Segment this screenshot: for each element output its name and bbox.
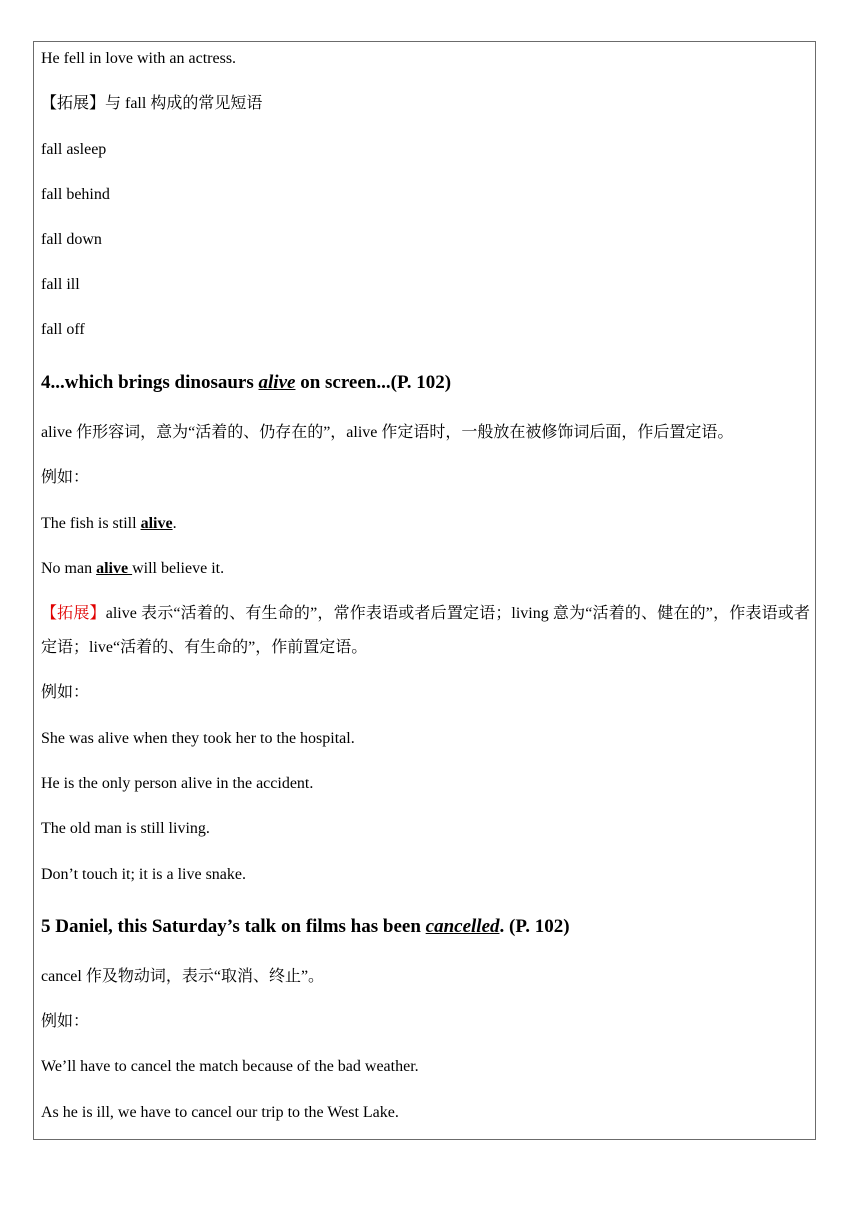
phrase-item: fall ill	[41, 276, 80, 293]
explanation-text: cancel 作及物动词，表示“取消、终止”。	[41, 968, 325, 985]
example-sentence: The old man is still living.	[41, 820, 210, 837]
explanation-text: alive 作形容词，意为“活着的、仍存在的”，alive 作定语时，一般放在被修饰词后面，作后置定语。	[41, 424, 734, 441]
example-sentence: We’ll have to cancel the match because of the bad weather.	[41, 1058, 419, 1075]
example-sentence: He fell in love with an actress.	[41, 50, 237, 67]
example-label: 例如：	[41, 684, 90, 701]
example-sentence: No man alive will believe it.	[41, 560, 225, 577]
example-sentence: The fish is still alive.	[41, 515, 177, 532]
phrase-item: fall asleep	[41, 141, 107, 158]
keyword-alive: alive	[96, 560, 133, 577]
section-5-heading: 5 Daniel, this Saturday’s talk on films has been cancelled. (P. 102)	[41, 916, 570, 937]
example-sentence: Don’t touch it; it is a live snake.	[41, 866, 247, 883]
phrase-item: fall behind	[41, 186, 110, 203]
example-sentence: She was alive when they took her to the hospital.	[41, 730, 355, 747]
keyword-cancelled: cancelled	[425, 916, 500, 937]
extension-note: 【拓展】与 fall 构成的常见短语	[41, 95, 263, 112]
keyword-alive: alive	[140, 515, 173, 532]
example-label: 例如：	[41, 1013, 90, 1030]
section-4-heading: 4...which brings dinosaurs alive on screen...(P. 102)	[41, 372, 452, 393]
keyword-alive: alive	[258, 372, 296, 393]
phrase-item: fall down	[41, 231, 102, 248]
example-sentence: He is the only person alive in the accident.	[41, 775, 314, 792]
example-sentence: As he is ill, we have to cancel our trip to the West Lake.	[41, 1104, 399, 1121]
extension-paragraph: 【拓展】alive 表示“活着的、有生命的”，常作表语或者后置定语；living 意为“活着的、健在的”，作表语或者定语；live“活着的、有生命的”，作前置定语。	[41, 605, 810, 656]
extension-label: 【拓展】	[41, 605, 106, 622]
example-label: 例如：	[41, 469, 90, 486]
phrase-item: fall off	[41, 321, 85, 338]
